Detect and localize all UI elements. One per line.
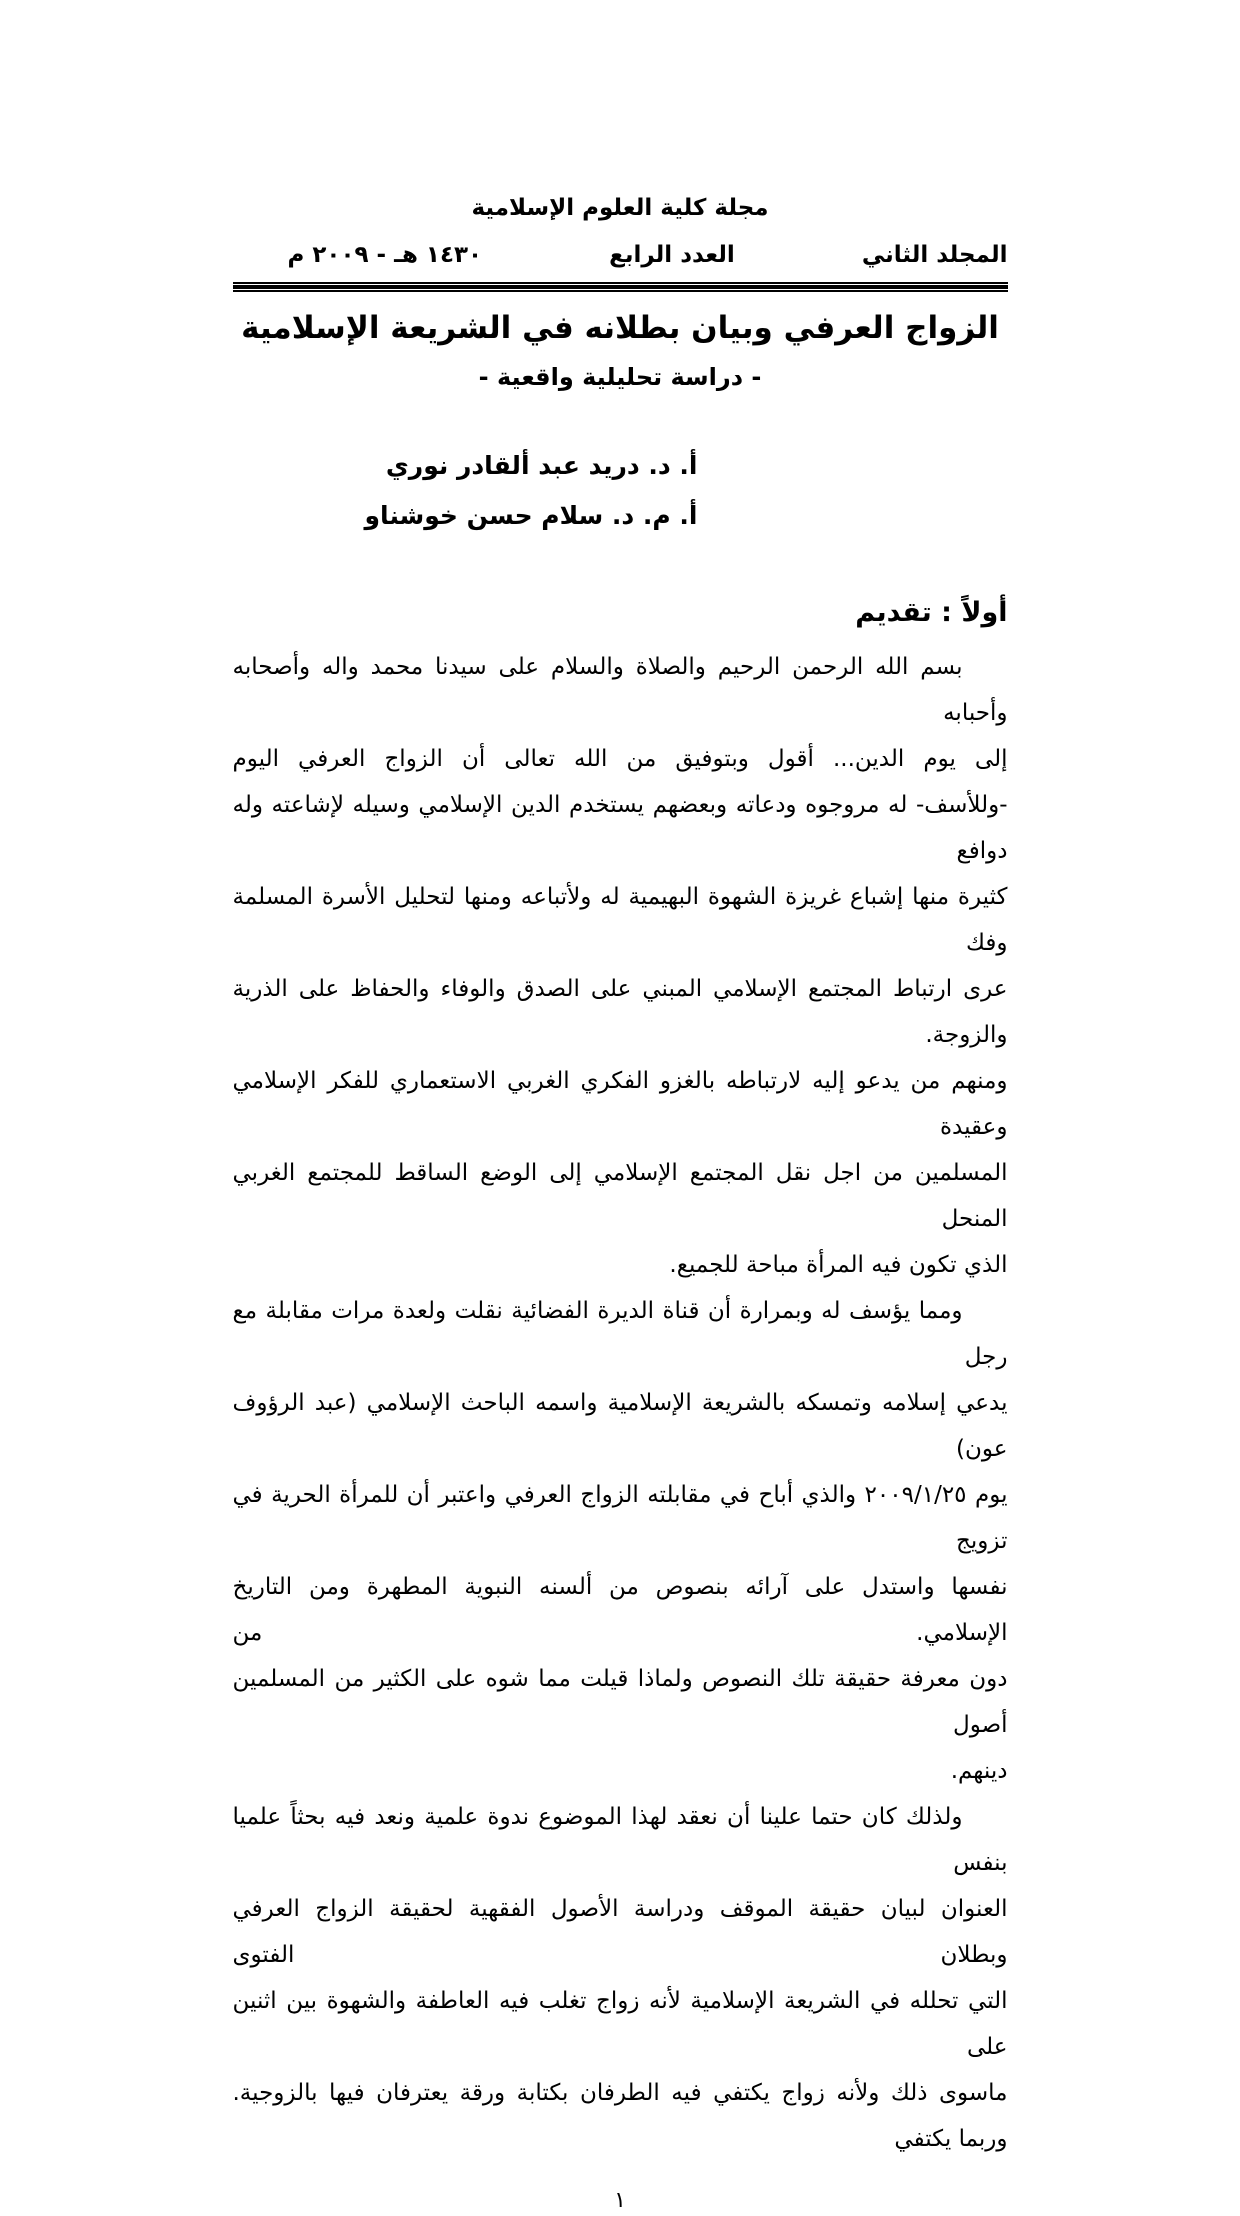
body-line: إلى يوم الدين... أقول وبتوفيق من الله تعالى أن الزواج العرفي اليوم (232, 746, 1008, 772)
journal-date: ١٤٣٠ هـ - ٢٠٠٩ م (287, 242, 483, 268)
body-line: العنوان لبيان حقيقة الموقف ودراسة الأصول الفقهية لحقيقة الزواج العرفي وبطلان الفتوى (232, 1896, 1008, 1968)
article-subtitle: - دراسة تحليلية واقعية - (478, 363, 762, 391)
body-line: التي تحلله في الشريعة الإسلامية لأنه زواج تغلب فيه العاطفة والشهوة بين اثنين على (232, 1988, 1008, 2060)
body-line: ومما يؤسف له وبمرارة أن قناة الديرة الفضائية نقلت ولعدة مرات مقابلة مع رجل (232, 1298, 1008, 1370)
paragraph (233, 644, 1008, 1288)
body-line: دينهم. (950, 1758, 1008, 1784)
body-line: -وللأسف- له مروجوه ودعاته وبعضهم يستخدم الدين الإسلامي وسيله لإشاعته وله دوافع (232, 792, 1008, 864)
paragraph (233, 1288, 1008, 1794)
body-line: كثيرة منها إشباع غريزة الشهوة البهيمية له ولأتباعه ومنها لتحليل الأسرة المسلمة وفك (232, 884, 1008, 956)
body-line: يوم ٢٠٠٩/١/٢٥ والذي أباح في مقابلته الزواج العرفي واعتبر أن للمرأة الحرية في تزويج (232, 1482, 1008, 1554)
document-page (233, 0, 1008, 2216)
author-name: أ. د. دريد عبد ألقادر نوري (385, 451, 698, 480)
journal-name: مجلة كلية العلوم الإسلامية (471, 195, 769, 221)
body-line: ومنهم من يدعو إليه لارتباطه بالغزو الفكري الغربي الاستعماري للفكر الإسلامي وعقيدة (232, 1068, 1008, 1140)
section-heading: أولاً : تقديم (855, 597, 1008, 628)
body-line: يدعي إسلامه وتمسكه بالشريعة الإسلامية واسمه الباحث الإسلامي (عبد الرؤوف عون) (232, 1390, 1008, 1462)
body-line: ماسوى ذلك ولأنه زواج يكتفي فيه الطرفان بكتابة ورقة يعترفان فيها بالزوجية. وربما يكتفي (232, 2080, 1008, 2152)
journal-header-row (233, 239, 1008, 271)
body-line: بسم الله الرحمن الرحيم والصلاة والسلام على سيدنا محمد واله وأصحابه وأحبابه (232, 654, 1008, 726)
body-line: نفسها واستدل على آرائه بنصوص من ألسنه النبوية المطهرة ومن التاريخ الإسلامي. من (232, 1574, 1008, 1646)
body-line: الذي تكون فيه المرأة مباحة للجميع. (669, 1252, 1008, 1278)
journal-volume: المجلد الثاني (861, 242, 1008, 268)
paragraph (233, 1794, 1008, 2162)
body-line: دون معرفة حقيقة تلك النصوص ولماذا قيلت مما شوه على الكثير من المسلمين أصول (232, 1666, 1008, 1738)
author-name: أ. م. د. سلام حسن خوشناو (364, 501, 698, 530)
journal-issue: العدد الرابع (609, 242, 735, 268)
header-divider-rule (233, 282, 1008, 292)
body-line: ولذلك كان حتما علينا أن نعقد لهذا الموضوع ندوة علمية ونعد فيه بحثاً علميا بنفس (232, 1804, 1008, 1876)
body-text (233, 644, 1008, 2162)
article-title: الزواج العرفي وبيان بطلانه في الشريعة الإسلامية (241, 310, 999, 346)
body-line: المسلمين من اجل نقل المجتمع الإسلامي إلى الوضع الساقط للمجتمع الغربي المنحل (232, 1160, 1008, 1232)
body-line: عرى ارتباط المجتمع الإسلامي المبني على الصدق والوفاء والحفاظ على الذرية والزوجة. (232, 976, 1008, 1048)
page-number: ١ (614, 2188, 626, 2213)
authors-block (233, 441, 1008, 541)
